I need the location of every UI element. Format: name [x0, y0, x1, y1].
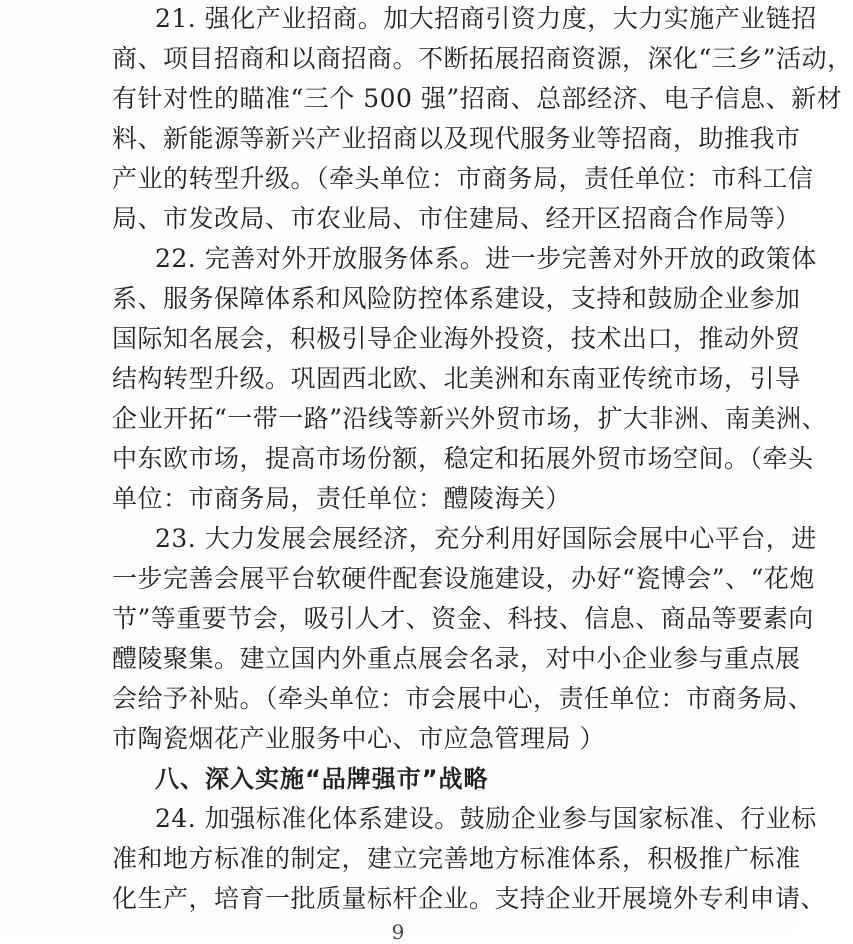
- paragraph-21-line-5: 产业的转型升级。（牵头单位：市商务局，责任单位：市科工信: [112, 164, 814, 193]
- page-number: 9: [391, 920, 405, 944]
- paragraph-22-line-6: 中东欧市场，提高市场份额，稳定和拓展外贸市场空间。（牵头: [112, 444, 814, 473]
- paragraph-22-line-5: 企业开拓“一带一路”沿线等新兴外贸市场，扩大非洲、南美洲、: [112, 404, 828, 433]
- paragraph-21-line-6: 局、市发改局、市农业局、市住建局、经开区招商合作局等）: [112, 204, 801, 233]
- paragraph-21-line-3: 有针对性的瞄准“三个 500 强”招商、总部经济、电子信息、新材: [112, 84, 843, 113]
- paragraph-21-line-2: 商、项目招商和以商招商。不断拓展招商资源，深化“三乡”活动，: [112, 44, 853, 73]
- section-heading: 八、深入实施“品牌强市”战略: [155, 765, 489, 793]
- paragraph-23-line-6: 市陶瓷烟花产业服务中心、市应急管理局 ）: [112, 724, 605, 753]
- paragraph-22-line-2: 系、服务保障体系和风险防控体系建设，支持和鼓励企业参加: [112, 284, 801, 313]
- paragraph-23-line-1: 23. 大力发展会展经济，充分利用好国际会展中心平台，进: [155, 524, 817, 553]
- paragraph-23-line-5: 会给予补贴。（牵头单位：市会展中心，责任单位：市商务局、: [112, 684, 814, 713]
- paragraph-24-line-1: 24. 加强标准化体系建设。鼓励企业参与国家标准、行业标: [155, 804, 817, 833]
- paragraph-22-line-3: 国际知名展会，积极引导企业海外投资，技术出口，推动外贸: [112, 324, 801, 353]
- paragraph-23-line-4: 醴陵聚集。建立国内外重点展会名录，对中小企业参与重点展: [112, 644, 801, 673]
- paragraph-23-line-3: 节”等重要节会，吸引人才、资金、科技、信息、商品等要素向: [112, 604, 814, 633]
- paragraph-24-line-3: 化生产，培育一批质量标杆企业。支持企业开展境外专利申请、: [112, 884, 827, 913]
- paragraph-21-line-1: 21. 强化产业招商。加大招商引资力度，大力实施产业链招: [155, 4, 817, 33]
- paragraph-22-line-7: 单位：市商务局，责任单位：醴陵海关）: [112, 484, 572, 513]
- paragraph-24-line-2: 准和地方标准的制定，建立完善地方标准体系，积极推广标准: [112, 844, 801, 873]
- paragraph-22-line-1: 22. 完善对外开放服务体系。进一步完善对外开放的政策体: [155, 244, 817, 273]
- paragraph-22-line-4: 结构转型升级。巩固西北欧、北美洲和东南亚传统市场，引导: [112, 364, 801, 393]
- paragraph-21-line-4: 料、新能源等新兴产业招商以及现代服务业等招商，助推我市: [112, 124, 801, 153]
- paragraph-23-line-2: 一步完善会展平台软硬件配套设施建设，办好“瓷博会”、“花炮: [112, 564, 815, 593]
